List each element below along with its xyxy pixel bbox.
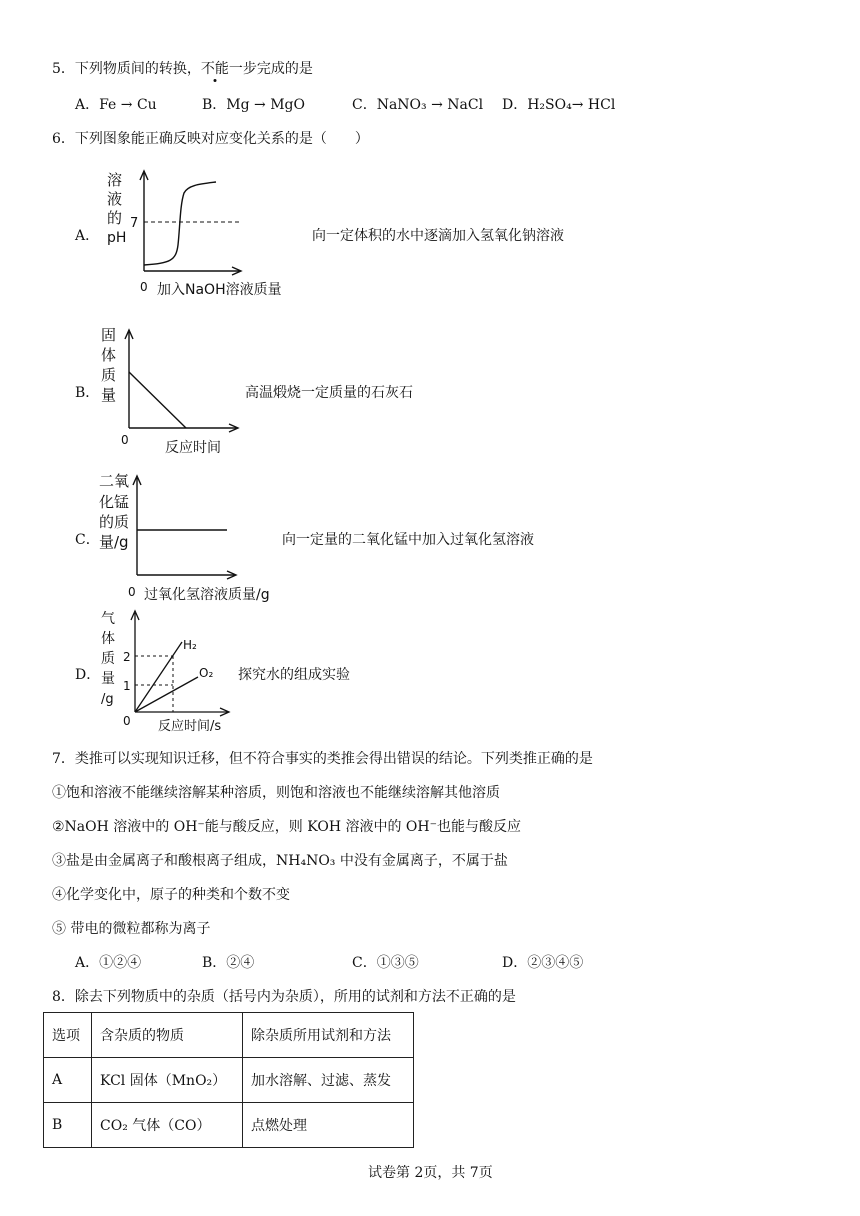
table-cell: 点燃处理: [243, 1103, 414, 1148]
q5-option-d: D．H₂SO₄→ HCl: [502, 97, 616, 113]
q6-d-ylabel-3: 质: [101, 651, 115, 667]
q5-option-b: B．Mg → MgO: [202, 97, 305, 113]
table-cell: KCl 固体（MnO₂）: [92, 1058, 243, 1103]
q6-c-graph: [95, 468, 290, 608]
table-header-cell: 选项: [44, 1013, 92, 1058]
q5-option-c: C．NaNO₃ → NaCl: [352, 97, 484, 113]
q6-a-xlabel: 加入NaOH溶液质量: [157, 282, 282, 298]
q6-d-h2-label: H₂: [183, 638, 197, 652]
q6-b-ylabel-3: 质: [101, 366, 117, 384]
table-header-row: [44, 1013, 414, 1058]
q6-d-graph: [95, 607, 255, 735]
q7-statement-1: ①饱和溶液不能继续溶解某种溶质，则饱和溶液也不能继续溶解其他溶质: [52, 785, 500, 801]
q7-stem: 7．类推可以实现知识迁移，但不符合事实的类推会得出错误的结论。下列类推正确的是: [52, 751, 593, 767]
q5-emphasis: 不能: [200, 61, 229, 77]
q6-d-tick-2: 2: [123, 650, 131, 664]
table-cell: 加水溶解、过滤、蒸发: [243, 1058, 414, 1103]
q6-c-ylabel-4: 量/g: [99, 533, 129, 551]
q6-d-ylabel-5: /g: [101, 692, 114, 707]
q6-d-tick-1: 1: [123, 679, 131, 693]
q6-d-ylabel-1: 气: [101, 611, 115, 627]
q6-a-desc: 向一定体积的水中逐滴加入氢氧化钠溶液: [312, 228, 564, 244]
q7-option-b: B．②④: [202, 955, 255, 971]
table-row: [44, 1103, 414, 1148]
q6-a-label: A．: [75, 228, 100, 244]
table-cell: CO₂ 气体（CO）: [92, 1103, 243, 1148]
q6-d-origin: 0: [123, 714, 131, 728]
q6-c-ylabel-2: 化锰: [99, 493, 130, 511]
q6-c-xlabel: 过氧化氢溶液质量/g: [144, 587, 270, 603]
q6-d-o2-label: O₂: [199, 666, 214, 680]
q6-a-ylabel-2: 液: [107, 190, 123, 208]
q6-b-desc: 高温煅烧一定质量的石灰石: [245, 385, 413, 401]
q7-option-a: A．①②④: [75, 955, 142, 971]
q6-b-graph: [95, 322, 245, 462]
table-cell: B: [44, 1103, 92, 1148]
q6-b-ylabel-2: 体: [101, 346, 117, 364]
q6-b-origin: 0: [121, 433, 129, 447]
q6-c-desc: 向一定量的二氧化锰中加入过氧化氢溶液: [282, 532, 534, 548]
q7-statement-5: ⑤ 带电的微粒都称为离子: [52, 921, 211, 937]
q8-stem: 8．除去下列物质中的杂质（括号内为杂质），所用的试剂和方法不正确的是: [52, 989, 516, 1005]
q6-d-desc: 探究水的组成实验: [238, 667, 350, 683]
table-header-cell: 含杂质的物质: [92, 1013, 243, 1058]
page-footer: 试卷第 2页，共 7页: [368, 1165, 493, 1181]
q6-a-origin: 0: [140, 280, 148, 294]
q6-b-ylabel-1: 固: [101, 326, 117, 344]
q6-stem: 6．下列图象能正确反映对应变化关系的是（ ）: [52, 131, 369, 147]
q5-stem: 5．下列物质间的转换，不能一步完成的是: [52, 61, 313, 77]
q6-c-ylabel-3: 的质: [99, 513, 130, 531]
table-row: [44, 1058, 414, 1103]
q6-b-xlabel: 反应时间: [165, 440, 221, 456]
q7-statement-3: ③盐是由金属离子和酸根离子组成，NH₄NO₃ 中没有金属离子，不属于盐: [52, 853, 508, 869]
q7-option-c: C．①③⑤: [352, 955, 419, 971]
q6-a-tick-7: 7: [130, 216, 139, 231]
q8-table: [43, 1012, 414, 1148]
q6-d-ylabel-2: 体: [101, 631, 115, 647]
q5-option-a: A．Fe → Cu: [75, 97, 157, 113]
q6-a-ylabel-3: 的: [107, 209, 123, 227]
q7-option-d: D．②③④⑤: [502, 955, 584, 971]
table-header-cell: 除杂质所用试剂和方法: [243, 1013, 414, 1058]
q6-c-label: C．: [75, 532, 100, 548]
q7-statement-2: ②NaOH 溶液中的 OH⁻能与酸反应，则 KOH 溶液中的 OH⁻也能与酸反应: [52, 819, 522, 835]
q7-statement-4: ④化学变化中，原子的种类和个数不变: [52, 887, 290, 903]
q6-c-origin: 0: [128, 585, 136, 599]
table-cell: A: [44, 1058, 92, 1103]
q6-a-ylabel-1: 溶: [107, 171, 123, 189]
q6-a-ylabel-4: pH: [107, 230, 127, 246]
q6-a-graph: [100, 165, 310, 300]
q6-d-ylabel-4: 量: [101, 671, 115, 687]
q6-b-label: B．: [75, 385, 100, 401]
q6-c-ylabel-1: 二氧: [99, 472, 130, 490]
q6-b-ylabel-4: 量: [101, 386, 117, 404]
q6-d-xlabel: 反应时间/s: [158, 719, 222, 734]
q6-d-label: D．: [75, 667, 101, 683]
